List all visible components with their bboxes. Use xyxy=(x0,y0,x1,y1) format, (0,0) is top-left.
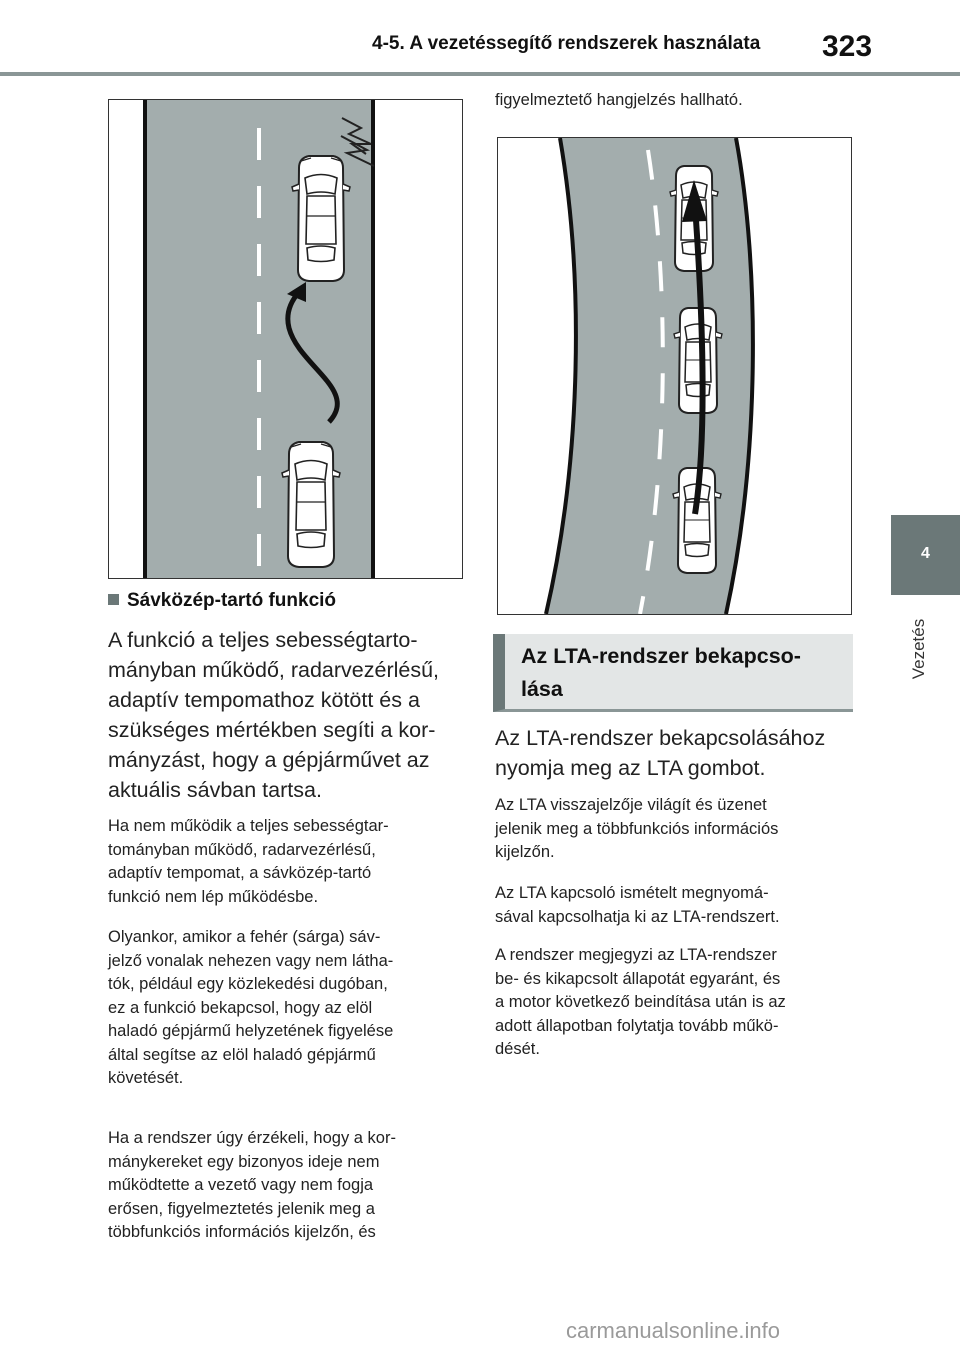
watermark: carmanualsonline.info xyxy=(566,1318,781,1343)
chapter-label xyxy=(904,604,934,694)
text-line: dését. xyxy=(495,1040,540,1058)
text-line: működtette a vezető vagy nem fogja xyxy=(108,1176,374,1194)
text-line: A funkció a teljes sebességtarto- xyxy=(108,628,418,652)
lta-heading-box xyxy=(493,634,853,712)
text-line: szükséges mértékben segíti a kor- xyxy=(108,718,436,742)
text-line: többfunkciós információs kijelzőn, és xyxy=(108,1223,376,1241)
text-line: aktuális sávban tartsa. xyxy=(108,778,322,802)
left-paragraph-3 xyxy=(108,1127,396,1245)
text-line: nyomja meg az LTA gombot. xyxy=(495,756,766,780)
text-line: Ha a rendszer úgy érzékeli, hogy a kor- xyxy=(108,1129,396,1147)
lta-heading-text xyxy=(521,640,846,706)
text-line: mányzást, hogy a gépjárművet az xyxy=(108,748,430,772)
text-line: mányban működő, radarvezérlésű, xyxy=(108,658,440,682)
text-line: adott állapotban folytatja tovább műkö- xyxy=(495,1016,779,1035)
heading-line: Az LTA-rendszer bekapcso- xyxy=(521,644,801,668)
chapter-number: 4 xyxy=(921,545,930,562)
chapter-label-text: Vezetés xyxy=(909,618,928,680)
text-line: jelenik meg a többfunkciós információs xyxy=(495,819,779,838)
text-line: adaptív tempomat, a sávközép-tartó xyxy=(108,864,372,882)
section-heading xyxy=(108,590,336,612)
section-heading-text: Sávközép-tartó funkció xyxy=(127,590,337,611)
text-line: Az LTA-rendszer bekapcsolásához xyxy=(495,726,826,750)
text-line: Ha nem működik a teljes sebességtar- xyxy=(108,817,389,835)
text-line: ez a funkció bekapcsol, hogy az elöl xyxy=(108,998,373,1017)
right-top-line: figyelmeztető hangjelzés hallható. xyxy=(495,91,743,109)
text-line: tományban működő, radarvezérlésű, xyxy=(108,840,376,859)
heading-line: lása xyxy=(521,677,563,701)
text-line: által segítse az elöl haladó gépjármű xyxy=(108,1045,376,1064)
text-line: haladó gépjármű helyzetének figyelése xyxy=(108,1022,394,1040)
header-rule xyxy=(0,72,960,76)
left-lead-paragraph xyxy=(108,625,439,805)
text-line: sával kapcsolhatja ki az LTA-rendszert. xyxy=(495,907,780,926)
text-line: funkció nem lép működésbe. xyxy=(108,887,319,906)
text-line: mánykereket egy bizonyos ideje nem xyxy=(108,1152,380,1171)
lane-centering-illustration xyxy=(498,138,851,614)
lane-warning-illustration xyxy=(109,100,462,578)
right-paragraph-1 xyxy=(495,794,778,865)
text-line: adaptív tempomathoz kötött és a xyxy=(108,688,420,712)
text-line: A rendszer megjegyzi az LTA-rendszer xyxy=(495,946,777,964)
text-line: Olyankor, amikor a fehér (sárga) sáv- xyxy=(108,928,381,946)
text-line: be- és kikapcsolt állapotát egyaránt, és xyxy=(495,969,781,988)
text-line: jelző vonalak nehezen vagy nem látha- xyxy=(108,951,394,970)
text-line: Az LTA kapcsoló ismételt megnyomá- xyxy=(495,884,769,902)
text-line: követését. xyxy=(108,1069,184,1087)
right-lead-paragraph xyxy=(495,723,825,783)
left-paragraph-2 xyxy=(108,926,393,1091)
left-paragraph-1 xyxy=(108,815,389,909)
text-line: kijelzőn. xyxy=(495,843,555,861)
figure-lane-warning xyxy=(108,99,463,579)
right-paragraph-3 xyxy=(495,944,786,1062)
text-line: erősen, figyelmeztetés jelenik meg a xyxy=(108,1199,375,1218)
chapter-tab[interactable] xyxy=(891,515,960,595)
text-line: a motor következő beindítása után is az xyxy=(495,993,786,1011)
right-paragraph-2 xyxy=(495,882,780,929)
page-title: 4-5. A vezetéssegítő rendszerek használata xyxy=(372,33,761,54)
square-bullet-icon xyxy=(108,594,119,605)
figure-lane-centering xyxy=(497,137,852,615)
text-line: tók, például egy közlekedési dugóban, xyxy=(108,975,388,993)
text-line: Az LTA visszajelzője világít és üzenet xyxy=(495,796,767,814)
page-number: 323 xyxy=(822,30,873,63)
